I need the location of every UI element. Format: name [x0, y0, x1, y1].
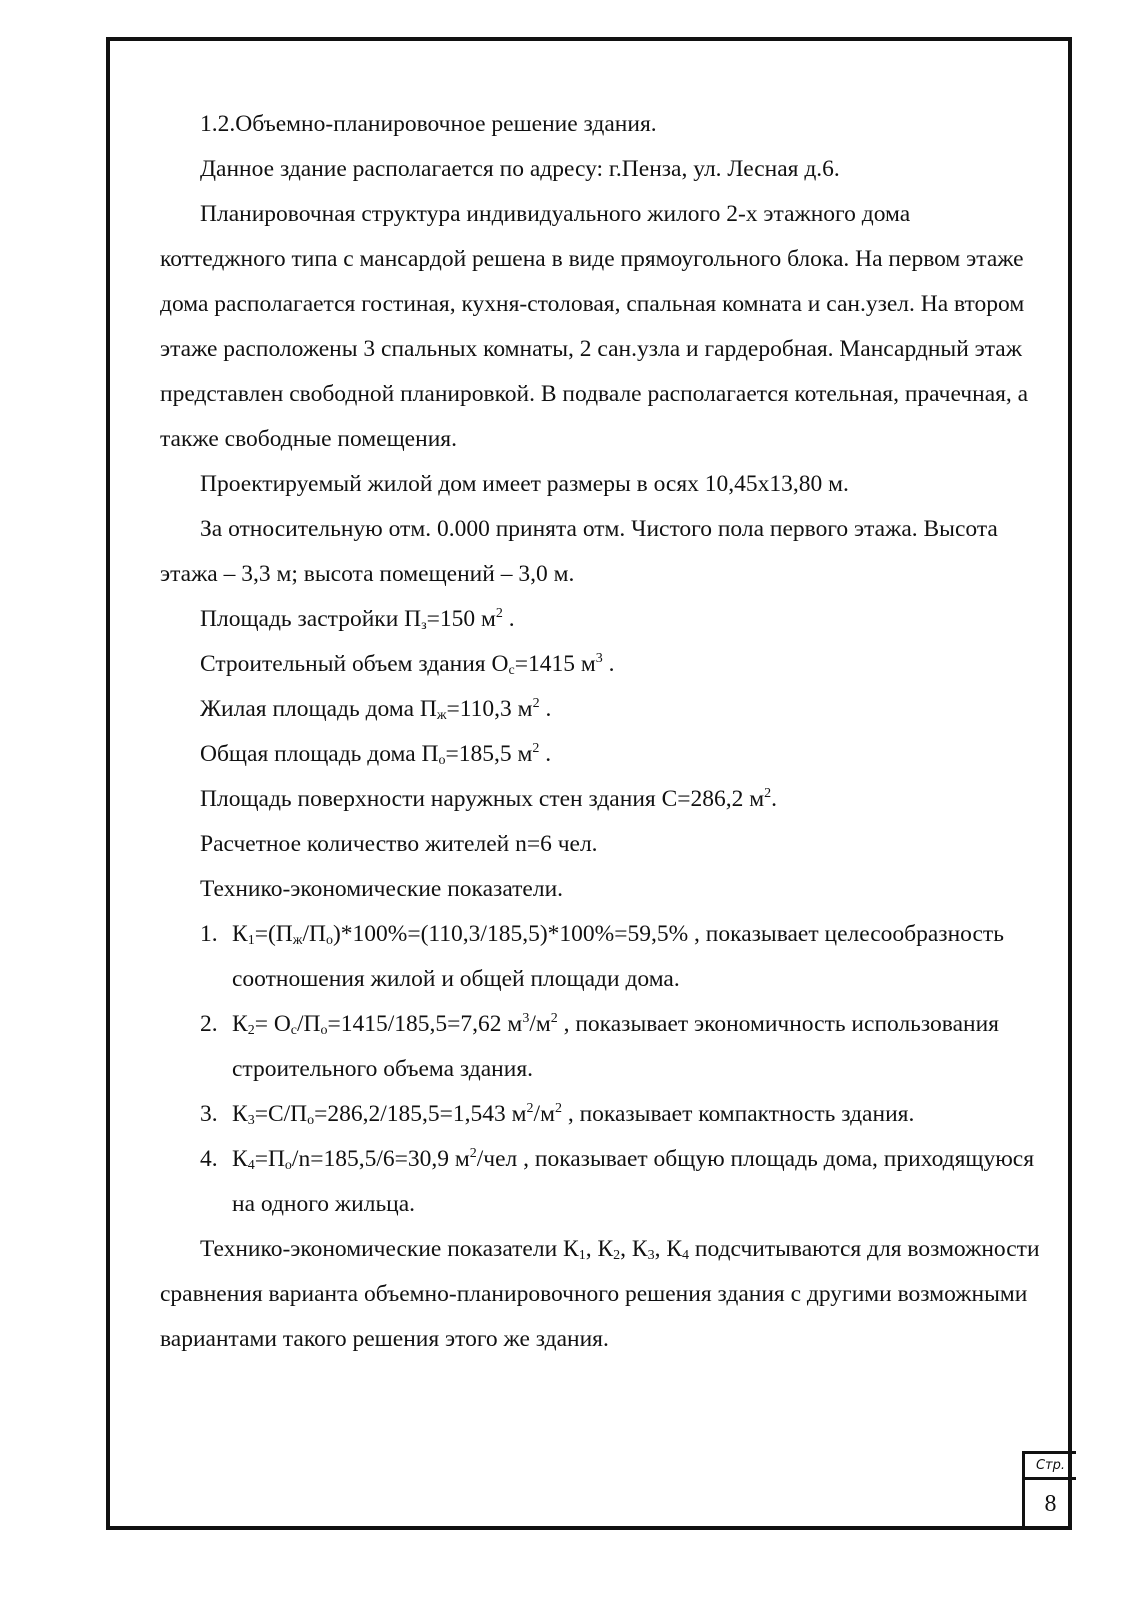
wall-area-line: Площадь поверхности наружных стен здания С=286,2 $м^2$. [200, 786, 778, 812]
section-heading: 1.2.Объемно-планировочное решение здания. [200, 111, 657, 137]
indicator-k3: 3. $К_3=С/П_о=286,2/185,5=1,543$ $м^2/м^2$ , показывает компактность здания. [200, 1101, 915, 1128]
tei-heading: Технико-экономические показатели. [200, 876, 564, 902]
document-body [160, 102, 1040, 1362]
description-paragraph: Планировочная структура индивидуального жилого 2-х этажного дома коттеджного типа с мансардой решена в виде прямоугольного блока. На первом этаже дома располагается гостиная, кухня-столовая, спальная комната и сан.узел. На втором этаже расположены 3 спальных комнаты, 2 сан.узла и гардеробная. Мансардный этаж представлен свободной планировкой. В подвале располагается котельная, прачечная, а также свободные помещения. [160, 201, 1029, 452]
page-label: Стр. [1025, 1454, 1076, 1480]
address-paragraph: Данное здание располагается по адресу: г.Пенза, ул. Лесная д.6. [200, 156, 840, 182]
indicator-k1: 1. $К_1=(П_ж/П_о)*100\%=(110,3/185,5)*100\%=59,5\%$ , показывает целесообразность соотношения жилой и общей площади дома. [200, 921, 1004, 992]
dimensions-paragraph: Проектируемый жилой дом имеет размеры в осях 10,45х13,80 м. [200, 471, 849, 497]
elevation-paragraph: За относительную отм. 0.000 принята отм. Чистого пола первого этажа. Высота этажа – 3,3 м; высота помещений – 3,0 м. [160, 516, 998, 587]
living-area-line: Жилая площадь дома $П_ж=110,3$ $м^2$ . [200, 696, 552, 723]
residents-line: Расчетное количество жителей n=6 чел. [200, 831, 598, 857]
page-number-stamp [1022, 1451, 1076, 1530]
indicator-k2: 2. $К_2= О_с/П_о=1415/185,5=7,62$ $м^3/м^2$ , показывает экономичность использования строительного объема здания. [200, 1011, 999, 1082]
indicator-k4: 4. $К_4=П_о/n=185,5/6=30,9$ $м^2$/чел , показывает общую площадь дома, приходящуюся на одного жильца. [200, 1146, 1035, 1217]
volume-line: Строительный объем здания $О_с=1415$ $м^3$ . [200, 651, 615, 678]
page-number: 8 [1044, 1491, 1057, 1517]
conclusion-paragraph: Технико-экономические показатели $К_1$, $К_2$, $К_3$, $К_4$ подсчитываются для возможности сравнения варианта объемно-планировочного решения здания с другими возможными вариантами такого решения этого же здания. [160, 1236, 1040, 1352]
total-area-line: Общая площадь дома $П_о=185,5$ $м^2$ . [200, 741, 552, 768]
build-area-line: Площадь застройки $П_з=150$ $м^2$ . [200, 606, 515, 633]
